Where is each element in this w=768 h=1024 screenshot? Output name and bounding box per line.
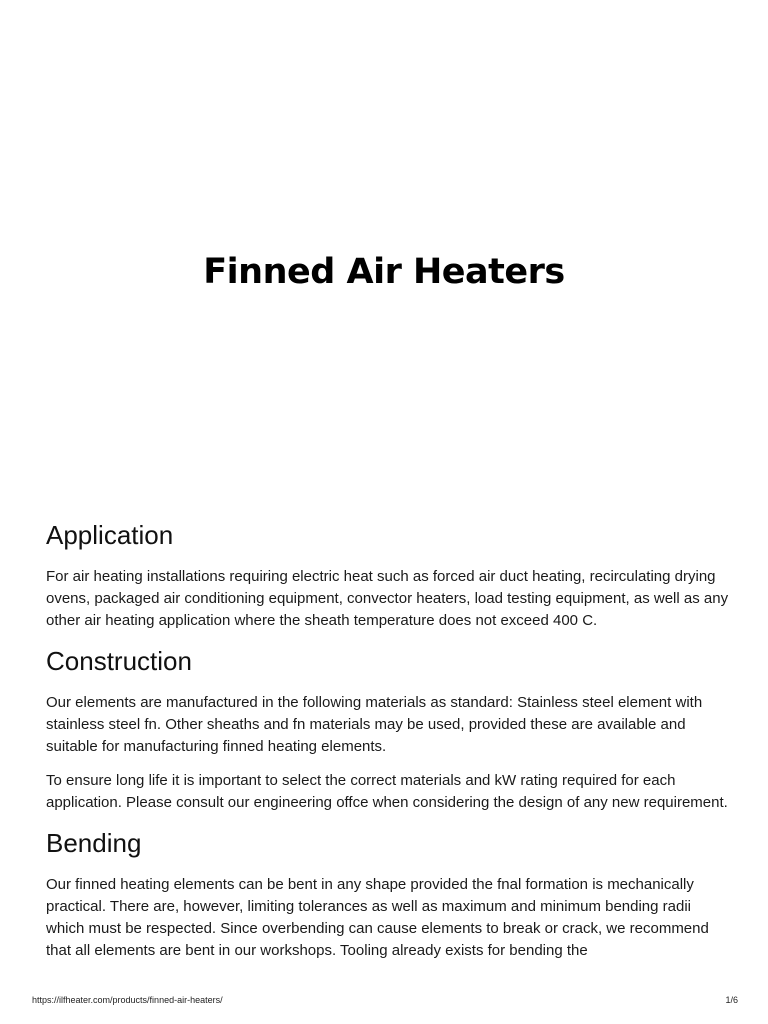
construction-paragraph-2: To ensure long life it is important to select the correct materials and kW rating required for each application. Please consult our engineering offce when considering the design of any new requirement. bbox=[46, 772, 728, 811]
section-heading-application: Application bbox=[46, 520, 174, 550]
page-footer bbox=[32, 995, 738, 1005]
page-title: Finned Air Heaters bbox=[203, 252, 565, 292]
footer-url: https://ilfheater.com/products/finned-air-heaters/ bbox=[32, 995, 223, 1005]
section-heading-bending: Bending bbox=[46, 828, 142, 858]
section-bending bbox=[46, 826, 730, 962]
application-paragraph: For air heating installations requiring electric heat such as forced air duct heating, recirculating drying ovens, packaged air conditioning equipment, convector heaters, load testing equipment, as well as any other air heating application where the sheath temperature does not exceed 400 C. bbox=[46, 568, 729, 629]
document-body bbox=[46, 518, 730, 974]
section-construction bbox=[46, 644, 730, 814]
page-number: 1/6 bbox=[725, 995, 738, 1005]
section-application bbox=[46, 518, 730, 632]
section-heading-construction: Construction bbox=[46, 646, 192, 676]
bending-paragraph: Our finned heating elements can be bent in any shape provided the fnal formation is mechanically practical. There are, however, limiting tolerances as well as maximum and minimum bending radii which must be respected. Since overbending can cause elements to break or crack, we recommend that all elements are bent in our workshops. Tooling already exists for bending the bbox=[46, 876, 709, 959]
construction-paragraph-1: Our elements are manufactured in the following materials as standard: Stainless steel element with stainless steel fn. Other sheaths and fn materials may be used, provided these are available and suitable for manufacturing finned heating elements. bbox=[46, 694, 703, 755]
